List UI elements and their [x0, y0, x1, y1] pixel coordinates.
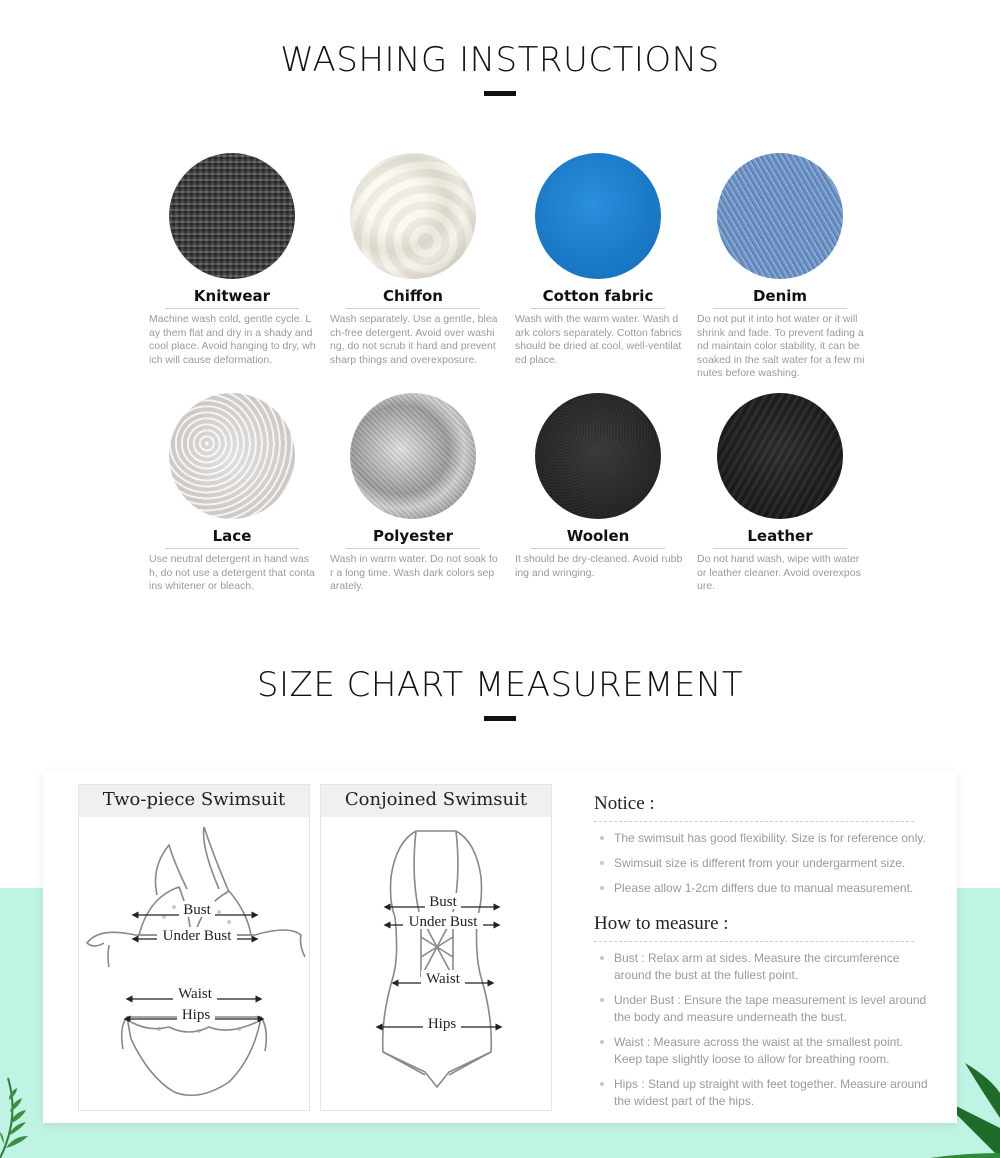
- fabric-item-knitwear: [147, 153, 317, 367]
- fabric-name: Leather: [695, 527, 865, 547]
- notice-item: Swimsuit size is different from your undergarment size.: [594, 855, 934, 872]
- conjoined-bust-label: Bust: [429, 894, 457, 910]
- knitwear-swatch: [169, 153, 295, 279]
- conjoined-under-bust-label: Under Bust: [408, 914, 478, 930]
- washing-title-bar: [484, 91, 516, 96]
- conjoined-waist-label: Waist: [426, 971, 460, 987]
- notice-block: [594, 793, 934, 1110]
- denim-swatch: [717, 153, 843, 279]
- fabric-desc: Use neutral detergent in hand wash, do not use a detergent that contains whitener or bleach.: [149, 553, 315, 592]
- leather-swatch: [717, 393, 843, 519]
- chiffon-swatch: [350, 153, 476, 279]
- measure-item-waist: Waist : Measure across the waist at the smallest point. Keep tape slightly loose to allow for breathing room.: [594, 1034, 934, 1068]
- fabric-item-denim: [695, 153, 865, 381]
- fabric-desc: Do not hand wash, wipe with water or leather cleaner. Avoid overexposure.: [697, 553, 861, 592]
- measure-item-hips: Hips : Stand up straight with feet together. Measure around the widest part of the hips.: [594, 1076, 934, 1110]
- size-chart-title-bar: [484, 716, 516, 721]
- two-piece-panel: [78, 784, 310, 1111]
- fabric-desc: Wash with the warm water. Wash dark colors separately. Cotton fabrics should be dried at cool, well-ventilated place.: [515, 313, 682, 366]
- how-to-measure-list: [594, 950, 934, 1110]
- polyester-swatch: [350, 393, 476, 519]
- conjoined-title: Conjoined Swimsuit: [321, 785, 551, 817]
- fabric-name: Cotton fabric: [513, 287, 683, 307]
- fabric-name: Woolen: [513, 527, 683, 547]
- how-to-measure-title: How to measure :: [594, 913, 914, 942]
- fabric-item-polyester: [328, 393, 498, 594]
- lace-swatch: [169, 393, 295, 519]
- fabric-desc: It should be dry-cleaned. Avoid rubbing and wringing.: [515, 553, 683, 579]
- fabric-name: Polyester: [328, 527, 498, 547]
- measure-item-bust: Bust : Relax arm at sides. Measure the circumference around the bust at the fullest point.: [594, 950, 934, 984]
- conjoined-diagram: [321, 817, 553, 1112]
- notice-title: Notice :: [594, 793, 914, 822]
- fabric-item-leather: [695, 393, 865, 594]
- two-piece-title: Two-piece Swimsuit: [79, 785, 309, 817]
- size-chart-title: SIZE CHART MEASUREMENT: [256, 665, 744, 705]
- two-piece-waist-label: Waist: [178, 986, 212, 1002]
- size-chart-card: [43, 771, 957, 1123]
- notice-item: Please allow 1-2cm differs due to manual measurement.: [594, 880, 934, 897]
- notice-list: [594, 830, 934, 897]
- fabric-name: Knitwear: [147, 287, 317, 307]
- measure-item-under-bust: Under Bust : Ensure the tape measurement is level around the body and measure underneath the bust.: [594, 992, 934, 1026]
- fabric-name: Chiffon: [328, 287, 498, 307]
- cotton-swatch: [535, 153, 661, 279]
- fabric-item-chiffon: [328, 153, 498, 367]
- woolen-swatch: [535, 393, 661, 519]
- fabric-name: Lace: [147, 527, 317, 547]
- fabric-item-lace: [147, 393, 317, 594]
- conjoined-panel: [320, 784, 552, 1111]
- two-piece-under-bust-label: Under Bust: [162, 928, 232, 944]
- fabric-desc: Wash in warm water. Do not soak for a long time. Wash dark colors separately.: [330, 553, 498, 592]
- two-piece-diagram: [79, 817, 311, 1112]
- fabric-item-cotton: [513, 153, 683, 367]
- fabric-desc: Wash separately. Use a gentle, bleach-free detergent. Avoid over washing, do not scrub it hard and prevent sharp things and overexposure.: [330, 313, 498, 366]
- fabric-desc: Do not put it into hot water or it will shrink and fade. To prevent fading and maintain color stability, it can be soaked in the salt water for a few minutes before washing.: [697, 313, 865, 379]
- two-piece-bust-label: Bust: [183, 902, 211, 918]
- fabric-name: Denim: [695, 287, 865, 307]
- washing-title: WASHING INSTRUCTIONS: [280, 40, 720, 80]
- conjoined-hips-label: Hips: [427, 1016, 457, 1032]
- notice-item: The swimsuit has good flexibility. Size is for reference only.: [594, 830, 934, 847]
- two-piece-hips-label: Hips: [181, 1007, 211, 1023]
- fabric-desc: Machine wash cold, gentle cycle. Lay them flat and dry in a shady and cool place. Avoid hanging to dry, which will cause deformation.: [149, 313, 316, 366]
- fabric-item-woolen: [513, 393, 683, 580]
